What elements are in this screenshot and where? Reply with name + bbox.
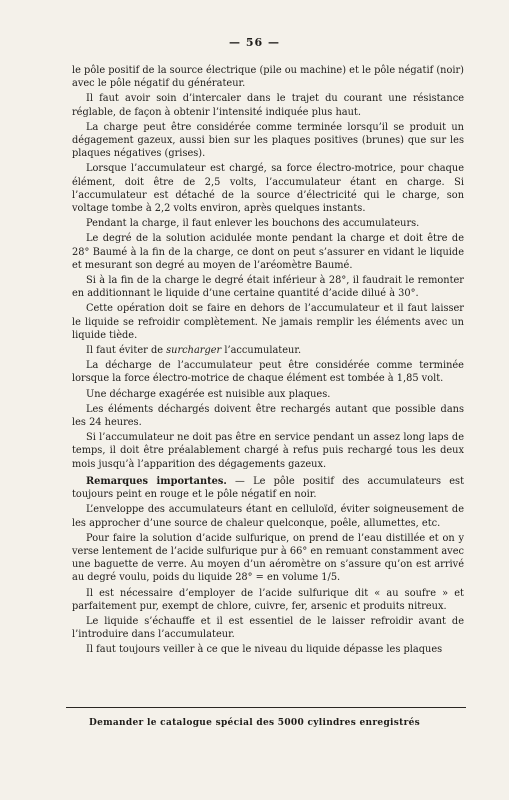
remarks-heading: Remarques importantes. [86,475,227,487]
paragraph-decharge: La décharge de l’accumulateur peut être considérée comme terminée lorsque la force électro-motrice de chaque élément est tombée à 1,85 volt. [72,360,464,385]
paragraph-remonter: Si à la fin de la charge le degré était inférieur à 28°, il faudrait le remonter en additionnant le liquide d’une certaine quantité d’acide dilué à 30°. [72,275,464,300]
footer-rule [66,707,466,708]
paragraph-charge-end: La charge peut être considérée comme terminée lorsqu’il se produit un dégagement gazeux, aussi bien sur les plaques positives (brunes) que sur les plaques négatives (grises). [72,121,464,160]
emphasis-surcharger: surcharger [166,345,222,357]
paragraph-bouchons: Pendant la charge, il faut enlever les bouchons des accumulateurs. [86,218,420,230]
paragraph-operation: Cette opération doit se faire en dehors de l’accumulateur et il faut laisser le liquide se refroidir complètement. Ne jamais remplir les éléments avec un liquide tiède. [72,303,464,341]
paragraph-acide-pur: Il est nécessaire d’employer de l’acide sulfurique dit « au soufre » et parfaitement pur, exempt de chlore, cuivre, fer, arsenic et produits nitreux. [72,587,464,612]
paragraph-hors-service: Si l’accumulateur ne doit pas être en service pendant un assez long laps de temps, il doit être préalablement chargé à refus puis rechargé tous les deux mois jusqu’à l’apparition des dégagements gazeux. [72,432,464,470]
paragraph-degree: Le degré de la solution acidulée monte pendant la charge et doit être de 28° Baumé à la fin de la charge, ce dont on peut s’assurer en vidant le liquide et mesurant son degré au moyen de l’aréomètre Baumé. [72,233,464,271]
paragraph-voltage: Lorsque l’accumulateur est chargé, sa force électro-motrice, pour chaque élément, doit être de 2,5 volts, l’accumulateur étant en charge. Si l’accumulateur est détaché de la source d’électricité qui le charge, son voltage tombe à 2,2 volts environ, après quelques instants. [72,163,464,215]
paragraph-refroidir: Le liquide s’échauffe et il est essentiel de le laisser refroidir avant de l’introduire dans l’accumulateur. [72,615,464,641]
page-number: — 56 — [229,36,280,49]
remarks-intro: — Le pôle positif des accumulateurs est toujours peint en rouge et le pôle négatif en noir. [72,475,465,501]
paragraph-resistance: Il faut avoir soin d’intercaler dans le trajet du courant une résistance réglable, de façon à obtenir l’intensité indiquée plus haut. [72,93,464,118]
remarks-paragraph [72,475,464,501]
paragraph-surcharger: Il faut éviter de surcharger l’accumulateur. [86,345,302,357]
paragraph-recharge: Les éléments déchargés doivent être rechargés autant que possible dans les 24 heures. [72,403,464,429]
page-body [72,64,464,659]
paragraph-niveau: Il faut toujours veiller à ce que le niveau du liquide dépasse les plaques [86,644,443,656]
footer-catalogue-note: Demander le catalogue spécial des 5000 cylindres enregistrés [88,718,421,728]
paragraph-continuation: le pôle positif de la source électrique (pile ou machine) et le pôle négatif (noir) avec le pôle négatif du générateur. [72,65,464,90]
paragraph-decharge-exageree: Une décharge exagérée est nuisible aux plaques. [86,388,331,400]
paragraph-celluloid: L’enveloppe des accumulateurs étant en celluloïd, éviter soigneusement de les approcher d’une source de chaleur quelconque, poêle, allumettes, etc. [72,504,464,529]
paragraph-solution: Pour faire la solution d’acide sulfurique, on prend de l’eau distillée et on y verse lentement de l’acide sulfurique pur à 66° en remuant constamment avec une baguette de verre. Au moyen d’un aéromètre on s’assure qu’on est arrivé au degré voulu, poids du liquide 28° = en volume 1/5. [72,532,464,584]
